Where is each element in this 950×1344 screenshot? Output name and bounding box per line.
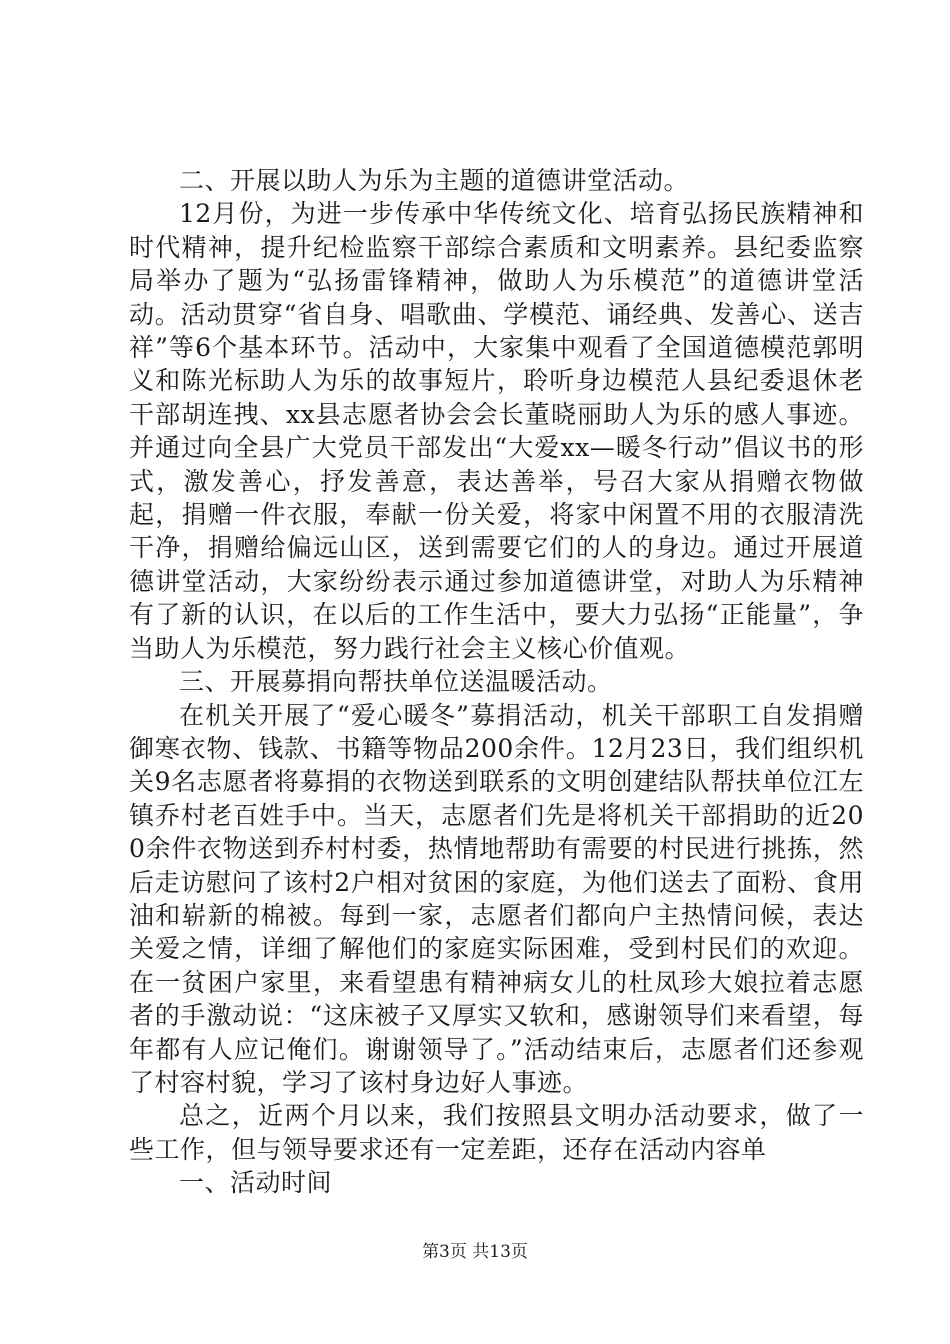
section-heading-activity-time: 一、活动时间 [179,1168,333,1198]
section-heading-3: 三、开展募捐向帮扶单位送温暖活动。 [179,667,613,697]
paragraph-donation: 在机关开展了“爱心暖冬”募捐活动，机关干部职工自发捐赠御寒衣物、钱款、书籍等物品200余件。12月23日，我们组织机关9名志愿者将募捐的衣物送到联系的文明创建结队帮扶单位江左镇乔村老百姓手中。当天，志愿者们先是将机关干部捐助的近200余件衣物送到乔村村委，热情地帮助有需要的村民进行挑拣，然后走访慰问了该村2户相对贫困的家庭，为他们送去了面粉、食用油和崭新的棉被。每到一家，志愿者们都向户主热情问候，表达关爱之情，详细了解他们的家庭实际困难，受到村民们的欢迎。在一贫困户家里，来看望患有精神病女儿的杜凤珍大娘拉着志愿者的手激动说：“这床被子又厚实又软和，感谢领导们来看望，每年都有人应记俺们。谢谢领导了。”活动结束后，志愿者们还参观了村容村貌，学习了该村身边好人事迹。 [129,700,864,1097]
paragraph-moral-lecture: 12月份，为进一步传承中华传统文化、培育弘扬民族精神和时代精神，提升纪检监察干部综合素质和文明素养。县纪委监察局举办了题为“弘扬雷锋精神，做助人为乐模范”的道德讲堂活动。活动贯穿“省自身、唱歌曲、学模范、诵经典、发善心、送吉祥”等6个基本环节。活动中，大家集中观看了全国道德模范郭明义和陈光标助人为乐的故事短片，聆听身边模范人县纪委退休老干部胡连拽、xx县志愿者协会会长董晓丽助人为乐的感人事迹。并通过向全县广大党员干部发出“大爱xx—暖冬行动”倡议书的形式，激发善心，抒发善意，表达善举，号召大家从捐赠衣物做起，捐赠一件衣服，奉献一份关爱，将家中闲置不用的衣服清洗干净，捐赠给偏远山区，送到需要它们的人的身边。通过开展道德讲堂活动，大家纷纷表示通过参加道德讲堂，对助人为乐精神有了新的认识，在以后的工作生活中，要大力弘扬“正能量”，争当助人为乐模范，努力践行社会主义核心价值观。 [129,199,864,663]
section-heading-2: 二、开展以助人为乐为主题的道德讲堂活动。 [179,166,690,195]
paragraph-summary: 总之，近两个月以来，我们按照县文明办活动要求，做了一些工作，但与领导要求还有一定差距，还存在活动内容单 [129,1101,864,1164]
document-body [129,164,864,1200]
page-number-footer: 第3页 共13页 [422,1242,528,1262]
